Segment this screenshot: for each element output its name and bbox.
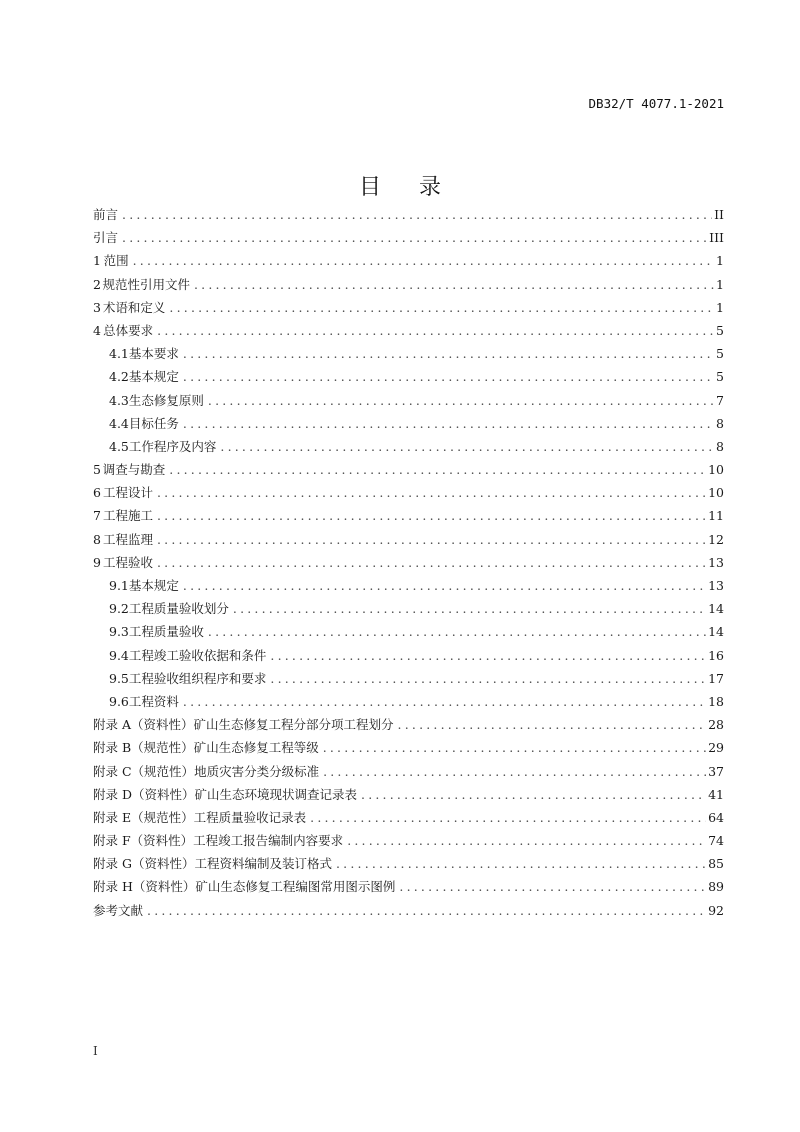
toc-entry-number: 7 [93, 508, 101, 524]
toc-entry-page: 1 [716, 253, 724, 269]
toc-entry-kind: （资料性） [132, 786, 195, 802]
toc-entry[interactable] [93, 875, 724, 898]
toc-entry-number: 2 [93, 276, 101, 292]
toc-entry[interactable] [93, 551, 724, 574]
toc-entry-page: 12 [708, 531, 724, 547]
toc-entry-page: 10 [708, 462, 724, 478]
toc-entry-label: 术语和定义 [102, 299, 166, 315]
dot-leader [347, 829, 706, 852]
toc-entry-page: 5 [716, 346, 724, 362]
toc-entry-number: 附录 H [93, 879, 133, 895]
toc-entry-number: 4.4 [109, 415, 129, 431]
toc-entry[interactable] [93, 458, 724, 481]
toc-entry-number: 4.1 [109, 346, 129, 362]
toc-entry-label: 矿山生态修复工程等级 [193, 740, 319, 756]
toc-entry-page: 74 [708, 833, 724, 849]
toc-entry[interactable] [93, 806, 724, 829]
toc-entry-kind: （规范性） [131, 763, 195, 779]
toc-entry-number: 9.5 [109, 670, 129, 686]
toc-entry-label: 基本规定 [128, 369, 179, 385]
toc-entry-label: 调查与勘查 [102, 462, 166, 478]
toc-entry[interactable] [93, 760, 724, 783]
toc-entry-number: 附录 G [93, 856, 132, 872]
table-of-contents [93, 203, 724, 922]
dot-leader [323, 736, 706, 759]
toc-entry[interactable] [93, 667, 724, 690]
toc-entry-label: 基本要求 [128, 346, 179, 362]
toc-entry-label: 参考文献 [93, 902, 144, 918]
dot-leader [270, 644, 706, 667]
dot-leader [323, 760, 706, 783]
dot-leader [183, 342, 714, 365]
toc-entry-label: 矿山生态环境现状调查记录表 [194, 786, 358, 802]
toc-entry-page: 13 [708, 554, 724, 570]
toc-entry-label: 目标任务 [128, 415, 179, 431]
toc-entry[interactable] [93, 435, 724, 458]
toc-entry-kind: （资料性） [131, 856, 195, 872]
toc-entry-page: 29 [708, 740, 724, 756]
toc-entry-page: 92 [708, 902, 724, 918]
toc-entry-label: 工程设计 [102, 485, 153, 501]
toc-entry-label: 工程质量验收 [128, 624, 204, 640]
toc-entry-label: 工程竣工报告编制内容要求 [193, 833, 344, 849]
dot-leader [122, 226, 707, 249]
toc-entry-page: 37 [708, 763, 724, 779]
toc-entry-number: 附录 B [93, 740, 132, 756]
toc-entry-page: 85 [708, 856, 724, 872]
toc-entry-number: 8 [93, 531, 101, 547]
toc-entry-label: 规范性引用文件 [102, 276, 190, 292]
toc-entry-label: 工程验收 [102, 554, 153, 570]
toc-entry-page: 13 [708, 578, 724, 593]
toc-entry[interactable] [93, 296, 724, 319]
toc-entry-page: 16 [708, 647, 724, 663]
toc-entry-label: 总体要求 [103, 322, 154, 338]
toc-entry[interactable] [93, 342, 724, 365]
toc-entry-page: 18 [708, 693, 724, 709]
dot-leader [169, 458, 706, 481]
dot-leader [220, 435, 714, 458]
toc-entry-page: 11 [708, 508, 724, 524]
toc-entry[interactable] [93, 829, 724, 852]
toc-entry-page: 1 [716, 276, 724, 292]
toc-entry-page: 28 [708, 717, 724, 733]
toc-entry-number: 附录 A [93, 717, 132, 733]
toc-entry-page: 5 [716, 322, 724, 338]
toc-entry[interactable] [93, 620, 724, 643]
toc-entry-number: 4.2 [109, 369, 129, 385]
toc-entry-number: 4 [93, 322, 101, 338]
toc-entry[interactable] [93, 365, 724, 388]
toc-entry-page: 14 [708, 601, 724, 617]
page-number: I [93, 1044, 98, 1058]
toc-entry[interactable] [93, 319, 724, 342]
toc-entry[interactable] [93, 713, 724, 736]
toc-entry-number: 4.5 [109, 438, 129, 454]
dot-leader [208, 389, 714, 412]
toc-entry-page: 8 [716, 438, 724, 454]
toc-entry[interactable] [93, 504, 724, 527]
toc-entry-label: 地质灾害分类分级标准 [194, 763, 320, 779]
toc-entry-number: 6 [93, 485, 101, 501]
dot-leader [133, 249, 714, 272]
dot-leader [122, 203, 712, 226]
dot-leader [361, 783, 706, 806]
document-code: DB32/T 4077.1-2021 [588, 96, 724, 111]
dot-leader [336, 852, 706, 875]
toc-entry-label: 工程竣工验收依据和条件 [128, 647, 267, 663]
toc-entry-number: 9.3 [109, 624, 129, 640]
toc-entry-label: 前言 [93, 207, 119, 222]
toc-entry-label: 工程施工 [102, 508, 153, 524]
toc-entry-number: 9.6 [109, 693, 129, 709]
toc-entry-page: 1 [716, 299, 724, 315]
dot-leader [399, 875, 706, 898]
toc-entry-kind: （规范性） [131, 740, 194, 756]
dot-leader [194, 273, 714, 296]
toc-entry-number: 附录 F [93, 833, 131, 849]
toc-entry-number: 9.4 [109, 647, 129, 663]
toc-entry-label: 矿山生态修复工程编图常用图示图例 [195, 879, 396, 895]
toc-entry-number: 附录 C [93, 763, 132, 779]
toc-entry[interactable] [93, 273, 724, 296]
toc-entry-label: 范围 [103, 253, 129, 269]
toc-entry-page: 10 [708, 485, 724, 501]
toc-entry-label: 工程质量验收记录表 [193, 809, 307, 825]
toc-entry-number: 9.1 [109, 578, 129, 593]
toc-entry[interactable] [93, 644, 724, 667]
toc-entry-label: 工程验收组织程序和要求 [128, 670, 267, 686]
toc-entry[interactable] [93, 690, 724, 713]
toc-entry-kind: （规范性） [131, 809, 194, 825]
toc-entry-label: 工程资料 [128, 693, 179, 709]
dot-leader [157, 551, 706, 574]
dot-leader [270, 667, 706, 690]
dot-leader [183, 365, 714, 388]
toc-entry[interactable] [93, 528, 724, 551]
toc-entry-label: 工程资料编制及装订格式 [194, 856, 332, 872]
toc-entry[interactable] [93, 574, 724, 597]
page-title: 目录 [358, 175, 479, 200]
toc-entry-page: III [709, 230, 724, 246]
toc-entry-label: 工程质量验收划分 [128, 601, 229, 617]
toc-entry[interactable] [93, 783, 724, 806]
toc-entry-number: 1 [93, 253, 101, 269]
dot-leader [157, 528, 706, 551]
dot-leader [233, 597, 706, 620]
dot-leader [310, 806, 706, 829]
toc-entry-page: 5 [716, 369, 724, 385]
toc-entry-page: 14 [708, 624, 724, 640]
toc-entry[interactable] [93, 736, 724, 759]
toc-entry-page: II [714, 207, 724, 222]
toc-entry-number: 附录 E [93, 809, 132, 825]
toc-entry-page: 41 [708, 786, 724, 802]
dot-leader [169, 296, 714, 319]
toc-entry-page: 89 [708, 879, 724, 895]
dot-leader [183, 690, 706, 713]
toc-entry[interactable] [93, 203, 724, 226]
toc-entry-number: 5 [93, 462, 101, 478]
toc-entry-label: 工程监理 [102, 531, 153, 547]
toc-entry-label: 生态修复原则 [128, 392, 204, 408]
toc-entry[interactable] [93, 899, 724, 922]
toc-entry[interactable] [93, 597, 724, 620]
toc-entry[interactable] [93, 481, 724, 504]
toc-entry-kind: （资料性） [131, 717, 194, 733]
dot-leader [183, 574, 706, 597]
toc-entry[interactable] [93, 249, 724, 272]
toc-entry-number: 3 [93, 299, 101, 315]
toc-entry-kind: （资料性） [130, 833, 194, 849]
toc-entry-number: 9.2 [109, 601, 129, 617]
toc-entry-number: 4.3 [109, 392, 129, 408]
dot-leader [147, 899, 706, 922]
toc-entry-label: 基本规定 [128, 578, 179, 593]
dot-leader [183, 412, 714, 435]
toc-entry-page: 64 [708, 809, 724, 825]
dot-leader [157, 481, 706, 504]
toc-entry[interactable] [93, 852, 724, 875]
toc-entry-page: 8 [716, 415, 724, 431]
toc-entry-label: 矿山生态修复工程分部分项工程划分 [193, 717, 394, 733]
dot-leader [208, 620, 706, 643]
toc-entry-page: 7 [716, 392, 724, 408]
toc-entry-label: 引言 [93, 230, 119, 246]
dot-leader [398, 713, 707, 736]
dot-leader [157, 504, 706, 527]
toc-entry[interactable] [93, 389, 724, 412]
toc-entry-page: 17 [708, 670, 724, 686]
toc-entry-number: 9 [93, 554, 101, 570]
toc-entry[interactable] [93, 412, 724, 435]
toc-entry[interactable] [93, 226, 724, 249]
toc-entry-number: 附录 D [93, 786, 132, 802]
dot-leader [157, 319, 714, 342]
toc-entry-kind: （资料性） [132, 879, 196, 895]
toc-entry-label: 工作程序及内容 [128, 438, 217, 454]
